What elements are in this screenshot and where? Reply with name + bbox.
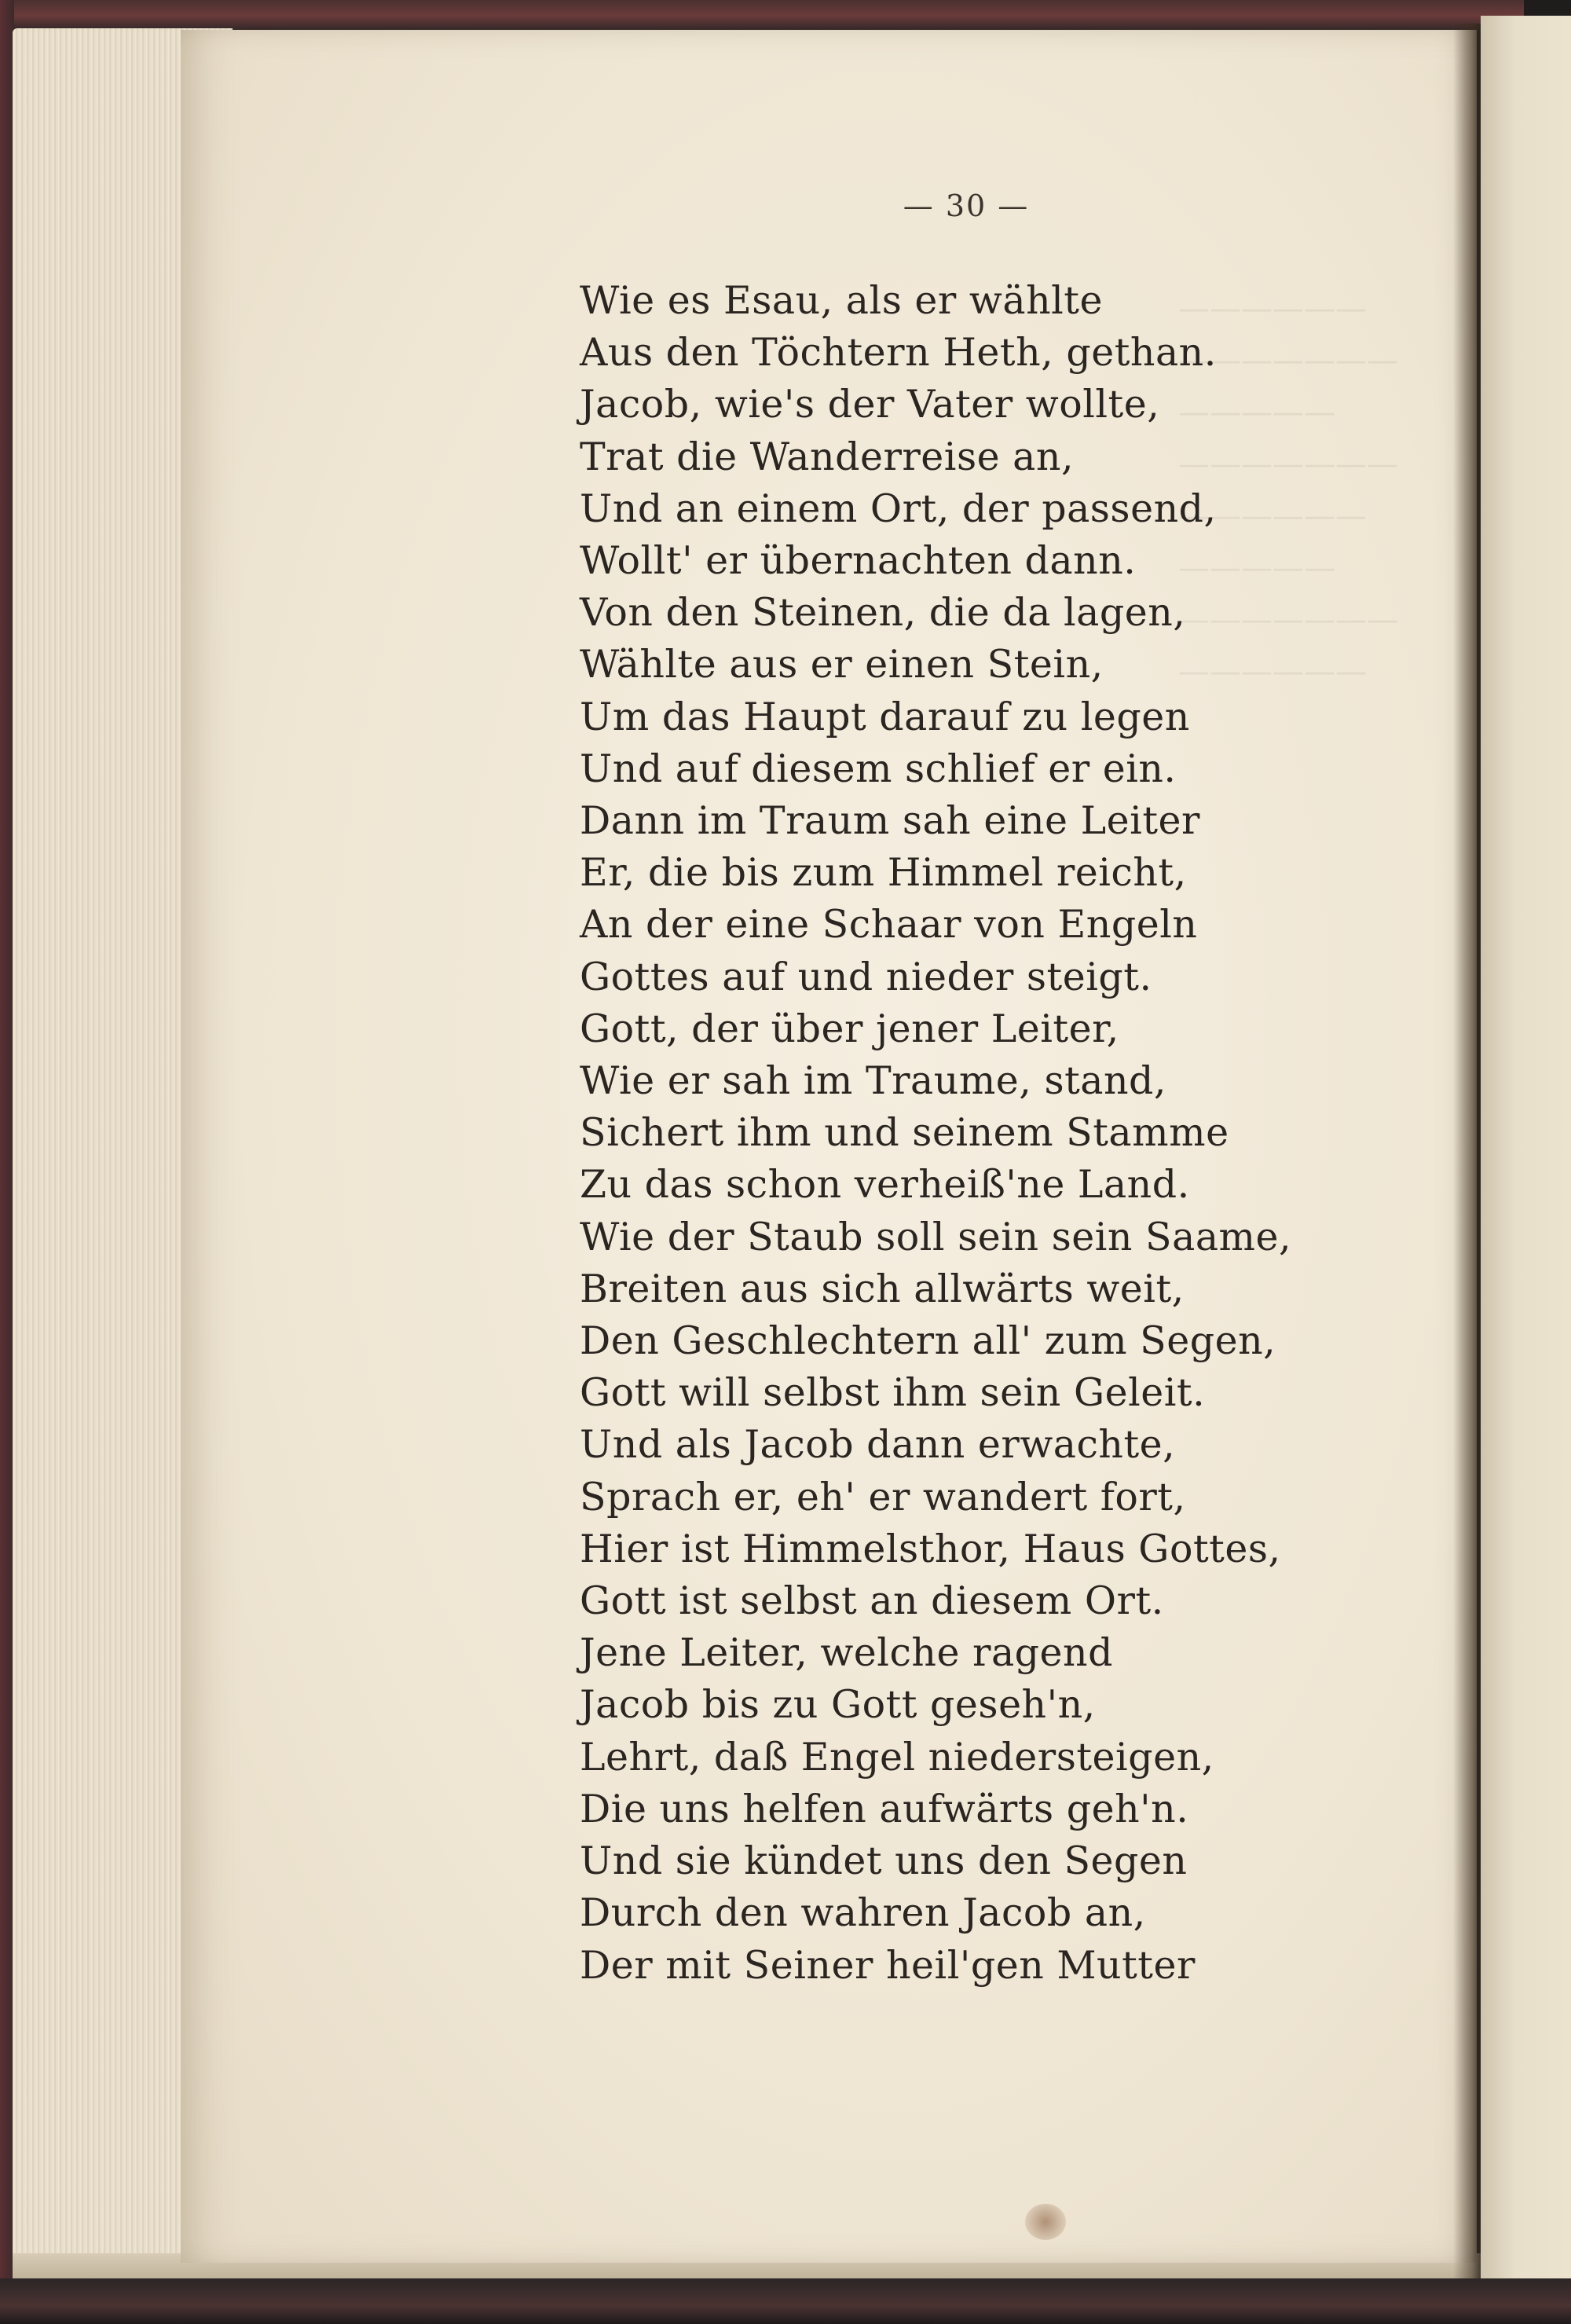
poem-line: Er, die bis zum Himmel reicht, — [580, 850, 1187, 896]
poem-line: Wollt' er übernachten dann. — [580, 538, 1137, 584]
poem-line: Sichert ihm und seinem Stamme — [580, 1110, 1229, 1156]
book-cover-top — [0, 0, 1524, 31]
poem-line: Sprach er, eh' er wandert fort, — [580, 1474, 1186, 1519]
poem-line: Jacob, wie's der Vater wollte, — [580, 382, 1160, 427]
poem-line: Jacob bis zu Gott geseh'n, — [580, 1682, 1096, 1728]
poem-line: Jene Leiter, welche ragend — [580, 1630, 1113, 1676]
gutter-shadow — [1453, 24, 1485, 2278]
poem-line: Wie es Esau, als er wählte — [580, 278, 1103, 323]
page-number: — 30 — — [903, 189, 1030, 223]
poem-text — [580, 275, 1444, 1992]
poem-line: Und als Jacob dann erwachte, — [580, 1422, 1176, 1468]
poem-line: Von den Steinen, die da lagen, — [580, 590, 1186, 636]
poem-line: Hier ist Himmelsthor, Haus Gottes, — [580, 1526, 1281, 1571]
poem-line: Und an einem Ort, der passend, — [580, 486, 1217, 531]
poem-line: Zu das schon verheiß'ne Land. — [580, 1162, 1190, 1208]
poem-line: Den Geschlechtern all' zum Segen, — [580, 1318, 1276, 1364]
poem-line: An der eine Schaar von Engeln — [580, 902, 1198, 948]
poem-line: Breiten aus sich allwärts weit, — [580, 1266, 1185, 1311]
poem-line: Und sie kündet uns den Segen — [580, 1838, 1188, 1884]
poem-line: Trat die Wanderreise an, — [580, 434, 1075, 479]
poem-line: Wie der Staub soll sein sein Saame, — [580, 1214, 1292, 1259]
poem-line: Gott, der über jener Leiter, — [580, 1006, 1119, 1051]
book-cover-bottom — [0, 2278, 1571, 2324]
poem-line: Wählte aus er einen Stein, — [580, 642, 1104, 687]
poem-line: Wie er sah im Traume, stand, — [580, 1058, 1166, 1104]
poem-line: Dann im Traum sah eine Leiter — [580, 798, 1200, 844]
poem-line: Gottes auf und nieder steigt. — [580, 954, 1152, 999]
poem-line: Um das Haupt darauf zu legen — [580, 694, 1190, 739]
poem-line: Durch den wahren Jacob an, — [580, 1890, 1146, 1936]
poem-line: Und auf diesem schlief er ein. — [580, 746, 1177, 791]
poem-line: Der mit Seiner heil'gen Mutter — [580, 1942, 1196, 1988]
facing-page-edge — [1481, 16, 1571, 2278]
poem-line: Gott ist selbst an diesem Ort. — [580, 1578, 1164, 1624]
paper-stain — [1025, 2204, 1066, 2240]
poem-line: Aus den Töchtern Heth, gethan. — [580, 330, 1217, 376]
poem-line: Gott will selbst ihm sein Geleit. — [580, 1370, 1206, 1416]
poem-line: Lehrt, daß Engel niedersteigen, — [580, 1734, 1214, 1780]
poem-line: Die uns helfen aufwärts geh'n. — [580, 1786, 1189, 1831]
